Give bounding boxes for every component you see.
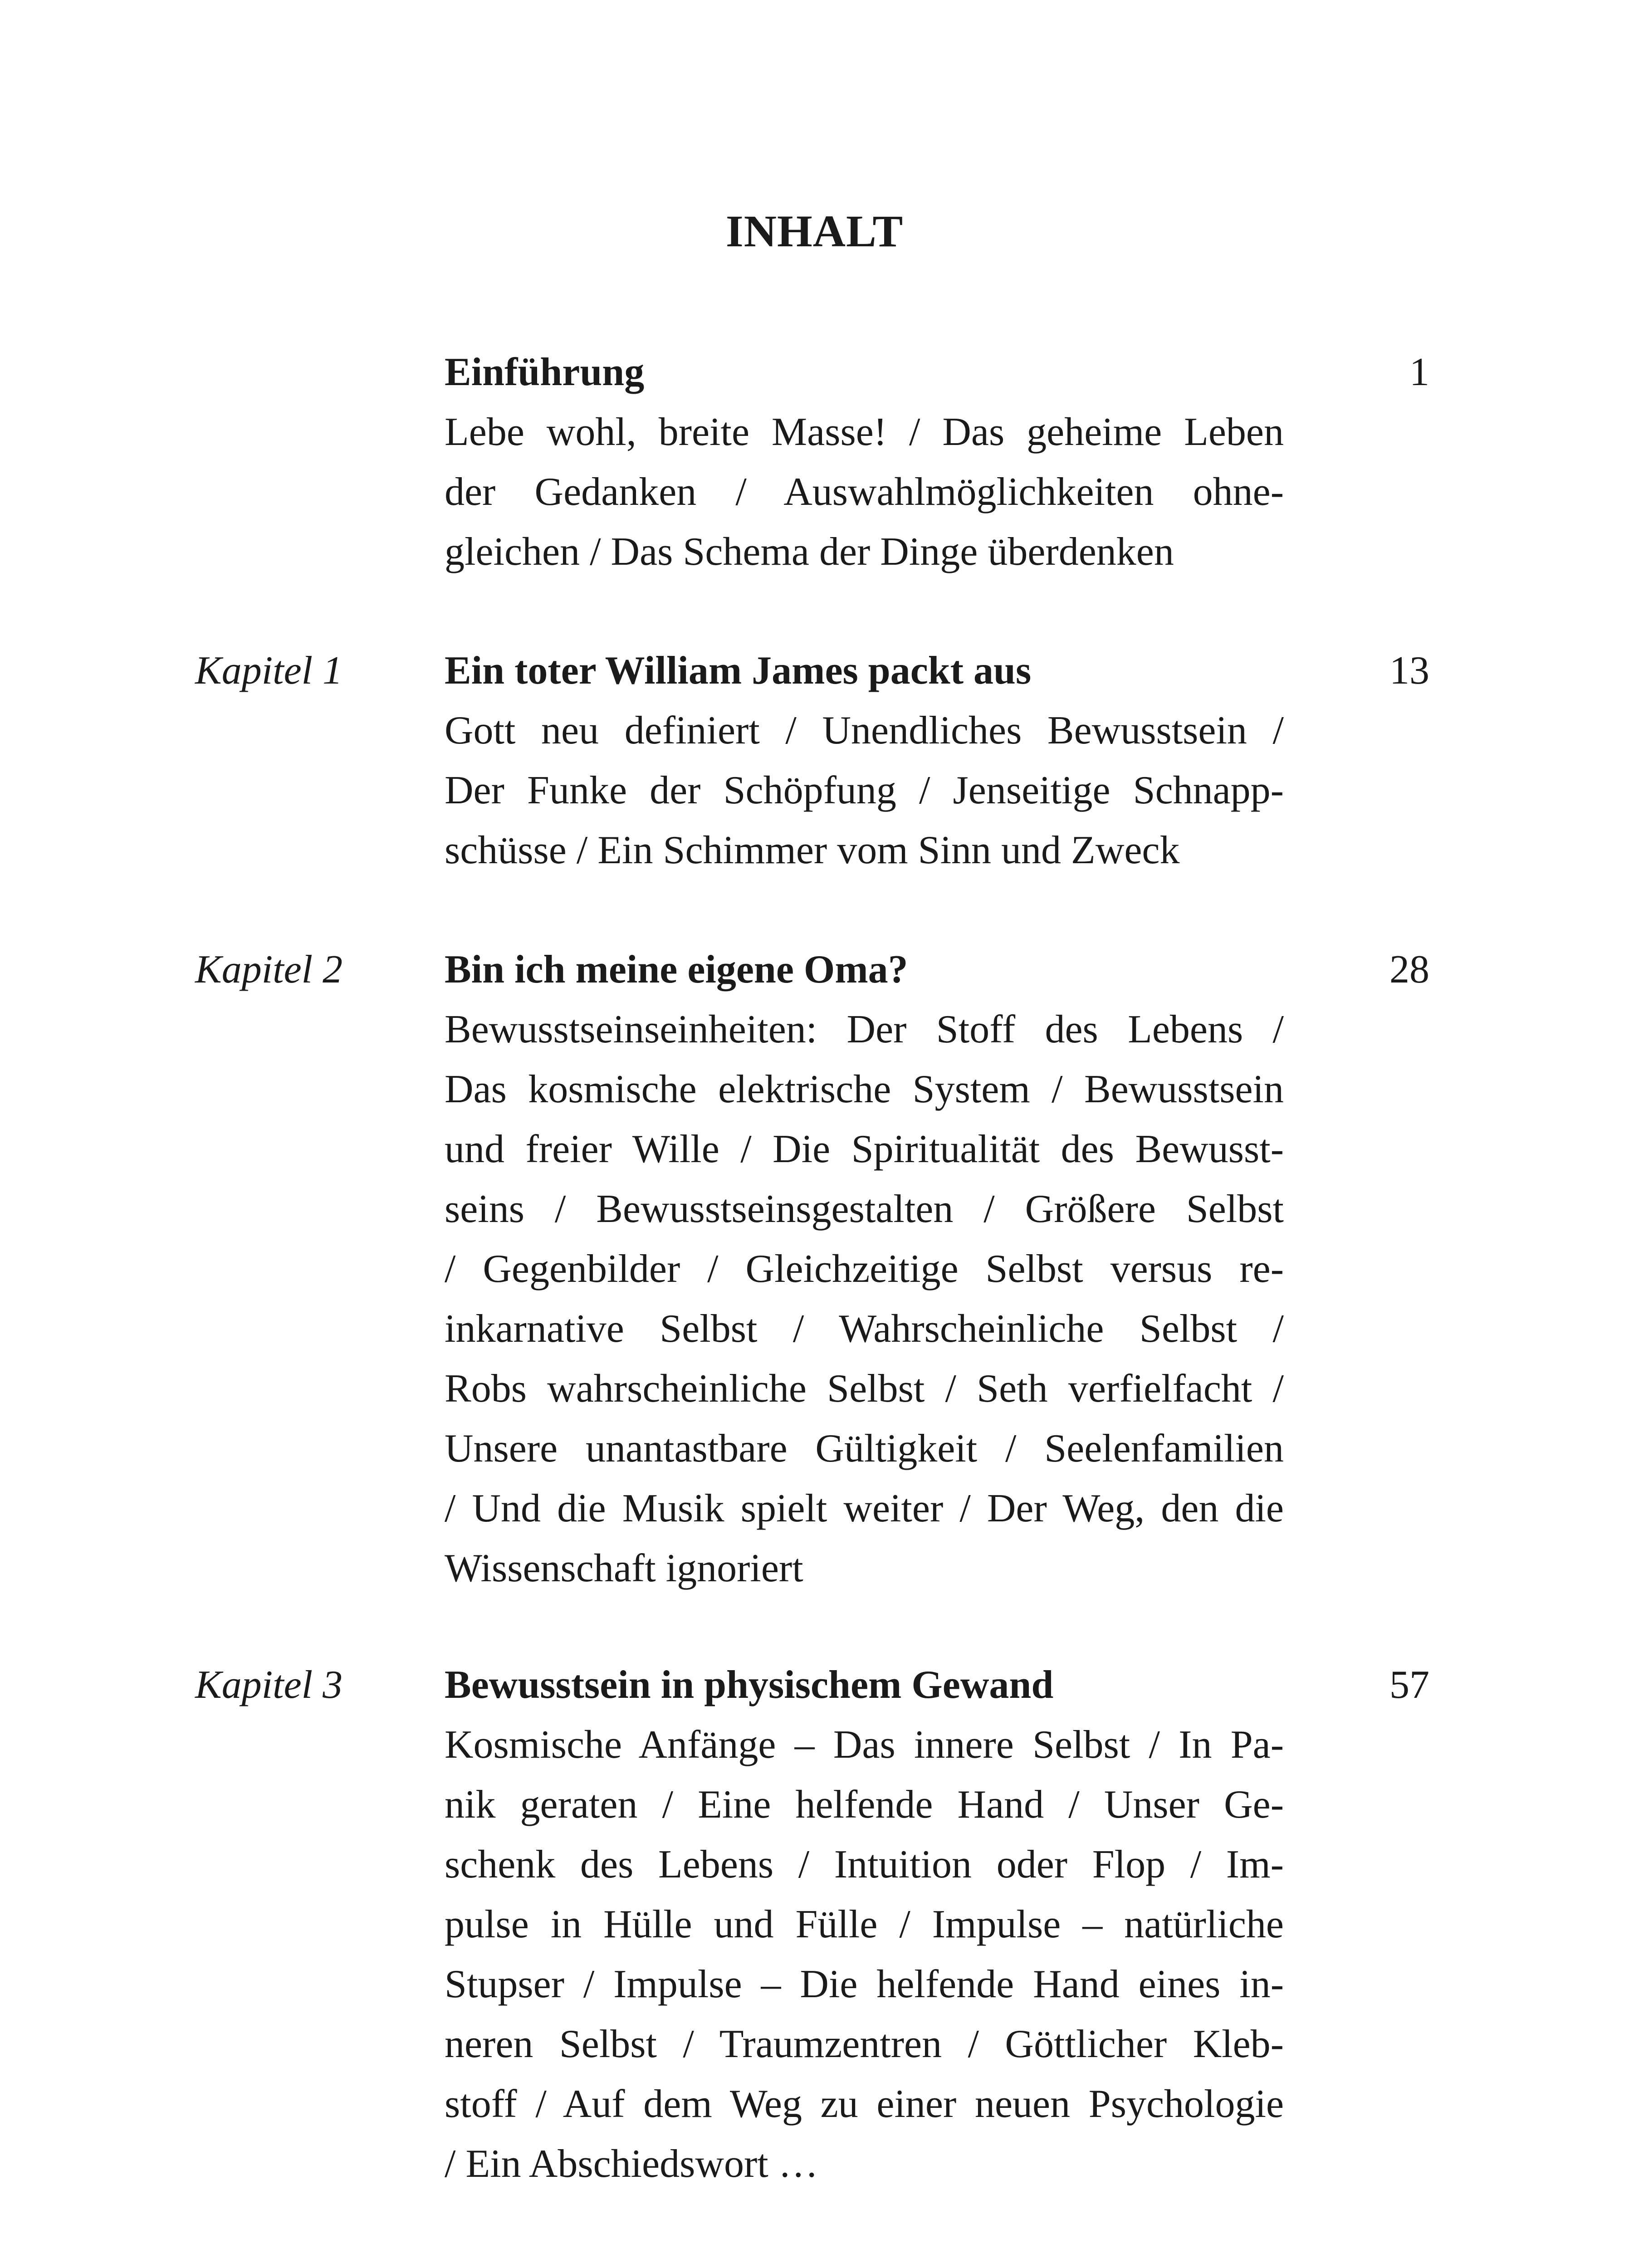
description-line: der Gedanken / Auswahlmöglichkeiten ohne- <box>445 470 1284 514</box>
chapter-label: Kapitel 1 <box>195 649 343 693</box>
description-line: / Gegenbilder / Gleichzeitige Selbst versus re- <box>445 1247 1284 1291</box>
entry-description <box>445 402 1284 582</box>
description-line: Gott neu definiert / Unendliches Bewusstsein / <box>445 709 1284 753</box>
entry-title: Bin ich meine eigene Oma? <box>445 948 908 992</box>
description-line: / Und die Musik spielt weiter / Der Weg, den die <box>445 1486 1284 1530</box>
description-line: pulse in Hülle und Fülle / Impulse – natürliche <box>445 1902 1284 1946</box>
page-number: 28 <box>1389 948 1429 992</box>
entry-title: Ein toter William James packt aus <box>445 649 1032 693</box>
description-line: Stupser / Impulse – Die helfende Hand eines in- <box>445 1962 1284 2006</box>
chapter-label: Kapitel 2 <box>195 948 343 992</box>
description-line: Der Funke der Schöpfung / Jenseitige Schnapp- <box>445 768 1284 812</box>
description-line: schüsse / Ein Schimmer vom Sinn und Zweck <box>445 828 1180 872</box>
description-line: nik geraten / Eine helfende Hand / Unser Ge- <box>445 1783 1284 1827</box>
description-line: inkarnative Selbst / Wahrscheinliche Selbst / <box>445 1307 1284 1351</box>
description-line: und freier Wille / Die Spiritualität des Bewusst- <box>445 1127 1284 1171</box>
description-line: Das kosmische elektrische System / Bewusstsein <box>445 1067 1284 1111</box>
chapter-label: Kapitel 3 <box>195 1663 343 1707</box>
description-line: Robs wahrscheinliche Selbst / Seth verfielfacht / <box>445 1367 1284 1411</box>
page-number: 1 <box>1409 350 1429 394</box>
page-number: 13 <box>1389 649 1429 693</box>
page-title: INHALT <box>725 206 904 256</box>
description-line: Bewusstseinseinheiten: Der Stoff des Lebens / <box>445 1007 1284 1051</box>
entry-description <box>445 1715 1284 2194</box>
description-line: schenk des Lebens / Intuition oder Flop / Im- <box>445 1843 1284 1887</box>
description-line: gleichen / Das Schema der Dinge überdenken <box>445 530 1174 574</box>
entry-description <box>445 1000 1284 1598</box>
entry-title: Bewusstsein in physischem Gewand <box>445 1663 1054 1707</box>
description-line: stoff / Auf dem Weg zu einer neuen Psychologie <box>445 2082 1284 2126</box>
description-line: Kosmische Anfänge – Das innere Selbst / In Pa- <box>445 1723 1284 1767</box>
entry-title: Einführung <box>445 350 645 394</box>
description-line: Wissenschaft ignoriert <box>445 1546 803 1590</box>
description-line: seins / Bewusstseinsgestalten / Größere Selbst <box>445 1187 1284 1231</box>
entry-description <box>445 701 1284 880</box>
description-line: neren Selbst / Traumzentren / Göttlicher Kleb- <box>445 2022 1284 2066</box>
description-line: Lebe wohl, breite Masse! / Das geheime Leben <box>445 410 1284 454</box>
description-line: / Ein Abschiedswort … <box>445 2142 818 2186</box>
page-number: 57 <box>1389 1663 1429 1707</box>
description-line: Unsere unantastbare Gültigkeit / Seelenfamilien <box>445 1427 1284 1471</box>
